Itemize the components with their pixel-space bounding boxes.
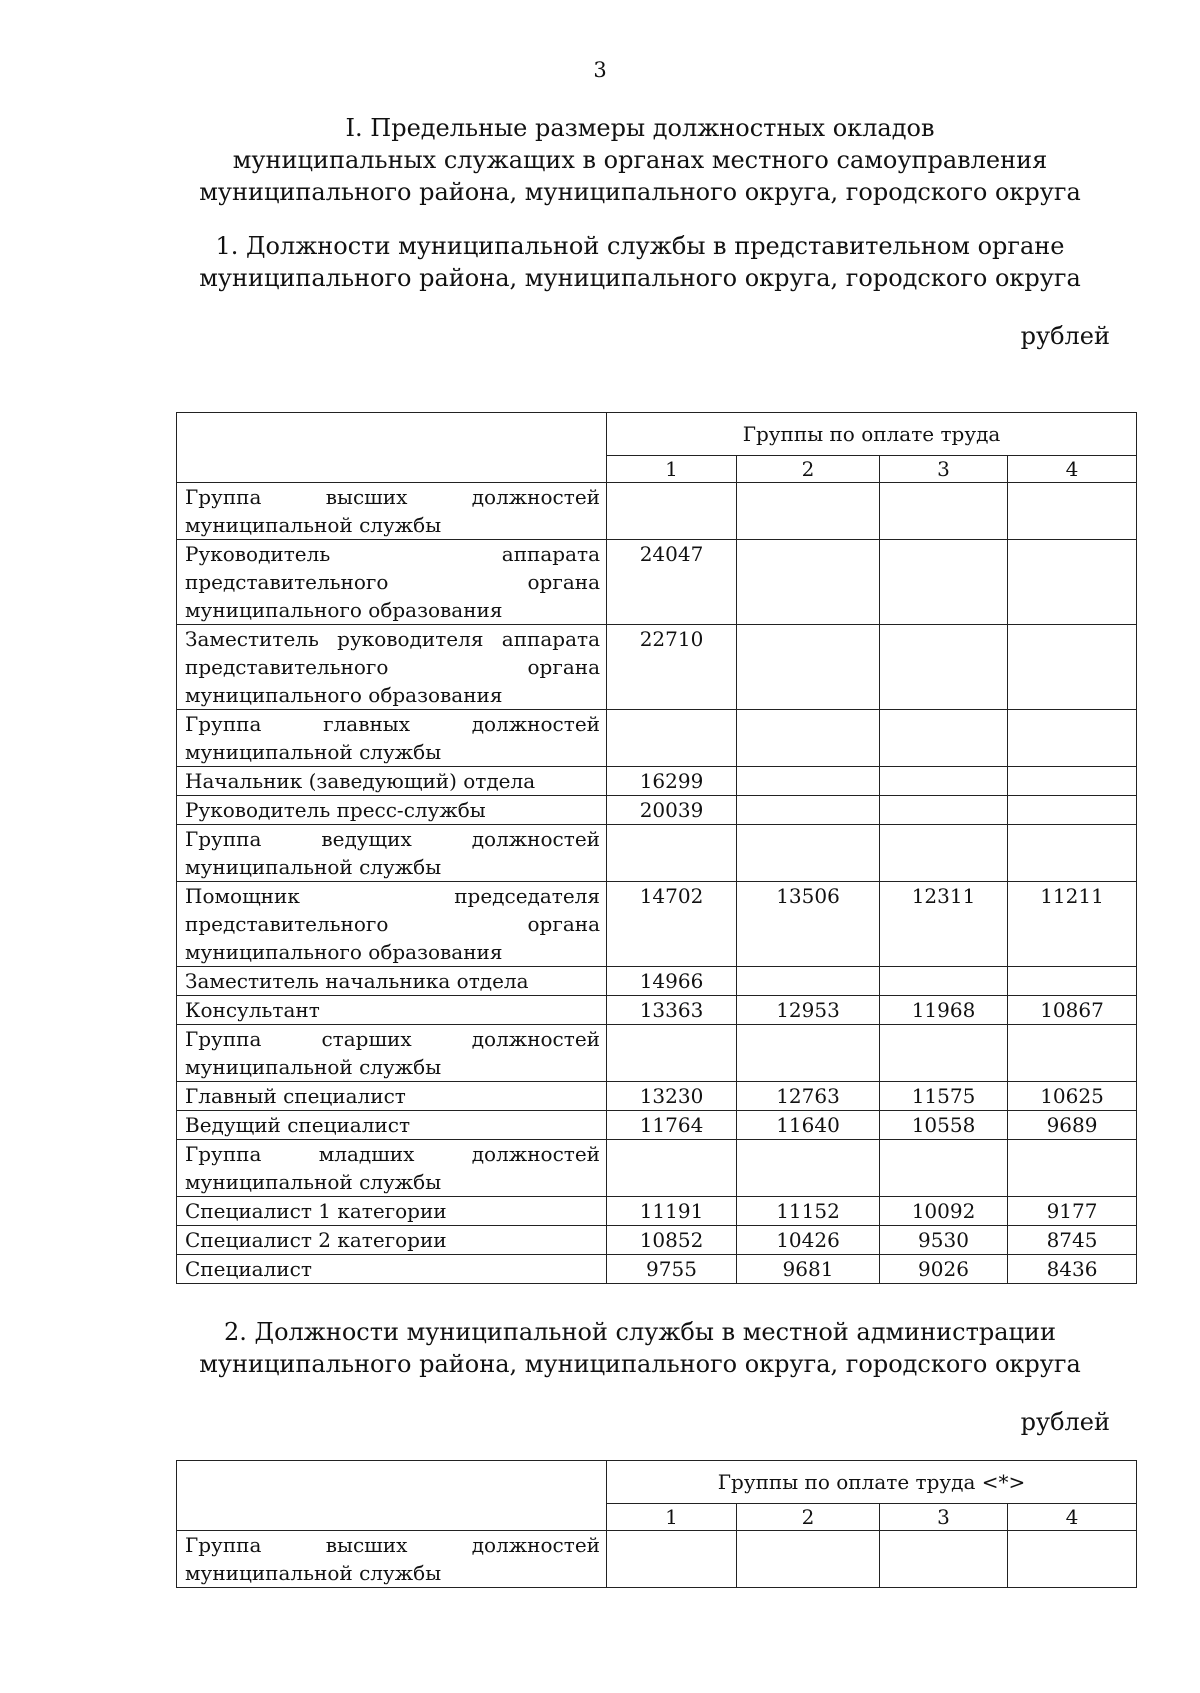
table-row bbox=[177, 767, 1137, 796]
salary-value-cell bbox=[880, 967, 1008, 996]
position-name-cell: Группа ведущих должностей муниципальной службы bbox=[177, 825, 607, 882]
salary-value-cell: 14966 bbox=[607, 967, 737, 996]
salary-value-cell bbox=[607, 710, 737, 767]
salary-value-cell bbox=[737, 825, 880, 882]
section-title-line: I. Предельные размеры должностных окладов bbox=[345, 114, 935, 142]
salary-value-cell bbox=[1008, 1140, 1137, 1197]
salary-value-cell bbox=[737, 710, 880, 767]
position-name-cell: Специалист 1 категории bbox=[177, 1197, 607, 1226]
pay-group-column-header: 2 bbox=[737, 1504, 880, 1531]
salary-value-cell bbox=[880, 1140, 1008, 1197]
salary-value-cell: 9177 bbox=[1008, 1197, 1137, 1226]
salary-value-cell bbox=[880, 710, 1008, 767]
salary-value-cell bbox=[1008, 967, 1137, 996]
position-name-cell: Специалист bbox=[177, 1255, 607, 1284]
salary-value-cell: 11764 bbox=[607, 1111, 737, 1140]
position-name-cell: Начальник (заведующий) отдела bbox=[177, 767, 607, 796]
position-name-cell: Заместитель руководителя аппарата представительного органа муниципального образования bbox=[177, 625, 607, 710]
table-row bbox=[177, 710, 1137, 767]
table-row bbox=[177, 882, 1137, 967]
salary-value-cell bbox=[737, 967, 880, 996]
table-row bbox=[177, 625, 1137, 710]
page-number: 3 bbox=[593, 58, 607, 82]
salary-value-cell: 10852 bbox=[607, 1226, 737, 1255]
salary-value-cell bbox=[737, 1531, 880, 1588]
salary-value-cell: 20039 bbox=[607, 796, 737, 825]
salary-value-cell: 13506 bbox=[737, 882, 880, 967]
subsection-1-title bbox=[160, 230, 1120, 294]
salary-value-cell bbox=[1008, 796, 1137, 825]
pay-groups-header: Группы по оплате труда bbox=[607, 413, 1137, 456]
subsection-title-line: муниципального района, муниципального округа, городского округа bbox=[199, 1350, 1081, 1378]
salary-value-cell bbox=[737, 767, 880, 796]
salary-value-cell bbox=[1008, 767, 1137, 796]
subsection-title-line: муниципального района, муниципального округа, городского округа bbox=[199, 264, 1081, 292]
table-row bbox=[177, 1082, 1137, 1111]
table-row bbox=[177, 825, 1137, 882]
pay-groups-header: Группы по оплате труда <*> bbox=[607, 1461, 1137, 1504]
salary-value-cell bbox=[737, 625, 880, 710]
position-name-cell: Группа главных должностей муниципальной службы bbox=[177, 710, 607, 767]
salary-value-cell bbox=[880, 540, 1008, 625]
salary-value-cell: 9530 bbox=[880, 1226, 1008, 1255]
salary-value-cell bbox=[880, 625, 1008, 710]
pay-group-column-header: 3 bbox=[880, 1504, 1008, 1531]
salary-value-cell: 22710 bbox=[607, 625, 737, 710]
salary-value-cell: 10625 bbox=[1008, 1082, 1137, 1111]
salary-value-cell: 11968 bbox=[880, 996, 1008, 1025]
salary-value-cell: 9689 bbox=[1008, 1111, 1137, 1140]
pay-group-column-header: 2 bbox=[737, 456, 880, 483]
salary-value-cell: 11211 bbox=[1008, 882, 1137, 967]
section-title-line: муниципального района, муниципального округа, городского округа bbox=[199, 178, 1081, 206]
salary-value-cell bbox=[607, 483, 737, 540]
salary-value-cell: 11191 bbox=[607, 1197, 737, 1226]
salary-value-cell bbox=[737, 1025, 880, 1082]
table-row bbox=[177, 1111, 1137, 1140]
salary-value-cell bbox=[1008, 710, 1137, 767]
salary-value-cell: 8436 bbox=[1008, 1255, 1137, 1284]
table-row bbox=[177, 1025, 1137, 1082]
salary-value-cell: 16299 bbox=[607, 767, 737, 796]
position-name-cell: Заместитель начальника отдела bbox=[177, 967, 607, 996]
salary-value-cell: 13363 bbox=[607, 996, 737, 1025]
salary-value-cell: 11575 bbox=[880, 1082, 1008, 1111]
salary-value-cell: 10426 bbox=[737, 1226, 880, 1255]
salary-value-cell: 9681 bbox=[737, 1255, 880, 1284]
position-name-cell: Группа младших должностей муниципальной службы bbox=[177, 1140, 607, 1197]
salary-value-cell bbox=[737, 796, 880, 825]
salary-value-cell bbox=[1008, 483, 1137, 540]
salary-value-cell bbox=[607, 1531, 737, 1588]
salary-value-cell bbox=[607, 1140, 737, 1197]
salary-value-cell: 14702 bbox=[607, 882, 737, 967]
salary-table-local-administration bbox=[176, 1460, 1137, 1588]
table-row bbox=[177, 483, 1137, 540]
salary-value-cell: 11640 bbox=[737, 1111, 880, 1140]
table-row bbox=[177, 796, 1137, 825]
table-row bbox=[177, 1255, 1137, 1284]
salary-value-cell bbox=[1008, 1531, 1137, 1588]
section-title bbox=[160, 112, 1120, 208]
pay-group-column-header: 4 bbox=[1008, 1504, 1137, 1531]
table-row bbox=[177, 1197, 1137, 1226]
salary-value-cell bbox=[880, 1531, 1008, 1588]
table-row bbox=[177, 1226, 1137, 1255]
salary-value-cell bbox=[1008, 625, 1137, 710]
salary-value-cell bbox=[1008, 1025, 1137, 1082]
position-name-cell: Специалист 2 категории bbox=[177, 1226, 607, 1255]
position-name-cell: Помощник председателя представительного органа муниципального образования bbox=[177, 882, 607, 967]
salary-value-cell: 12763 bbox=[737, 1082, 880, 1111]
position-name-cell: Группа высших должностей муниципальной службы bbox=[177, 483, 607, 540]
subsection-title-line: 2. Должности муниципальной службы в местной администрации bbox=[224, 1318, 1056, 1346]
position-name-cell: Главный специалист bbox=[177, 1082, 607, 1111]
salary-value-cell: 12953 bbox=[737, 996, 880, 1025]
position-name-cell: Ведущий специалист bbox=[177, 1111, 607, 1140]
salary-value-cell: 9755 bbox=[607, 1255, 737, 1284]
salary-value-cell: 12311 bbox=[880, 882, 1008, 967]
salary-value-cell: 10092 bbox=[880, 1197, 1008, 1226]
salary-value-cell: 10558 bbox=[880, 1111, 1008, 1140]
salary-value-cell bbox=[737, 483, 880, 540]
salary-value-cell: 10867 bbox=[1008, 996, 1137, 1025]
salary-value-cell: 8745 bbox=[1008, 1226, 1137, 1255]
salary-value-cell bbox=[880, 483, 1008, 540]
position-name-cell: Руководитель пресс-службы bbox=[177, 796, 607, 825]
table-row bbox=[177, 1140, 1137, 1197]
pay-group-column-header: 3 bbox=[880, 456, 1008, 483]
table-corner-cell bbox=[177, 413, 607, 483]
salary-value-cell: 13230 bbox=[607, 1082, 737, 1111]
salary-value-cell bbox=[607, 1025, 737, 1082]
salary-value-cell: 9026 bbox=[880, 1255, 1008, 1284]
table-row bbox=[177, 967, 1137, 996]
table-corner-cell bbox=[177, 1461, 607, 1531]
subsection-2-title bbox=[160, 1316, 1120, 1380]
table-row bbox=[177, 1531, 1137, 1588]
salary-value-cell bbox=[1008, 825, 1137, 882]
salary-value-cell bbox=[880, 1025, 1008, 1082]
salary-value-cell bbox=[880, 796, 1008, 825]
table-row bbox=[177, 996, 1137, 1025]
unit-label: рублей bbox=[1020, 322, 1110, 350]
position-name-cell: Группа старших должностей муниципальной службы bbox=[177, 1025, 607, 1082]
position-name-cell: Консультант bbox=[177, 996, 607, 1025]
salary-value-cell bbox=[880, 767, 1008, 796]
pay-group-column-header: 1 bbox=[607, 1504, 737, 1531]
position-name-cell: Руководитель аппарата представительного органа муниципального образования bbox=[177, 540, 607, 625]
salary-value-cell bbox=[880, 825, 1008, 882]
salary-value-cell bbox=[737, 540, 880, 625]
salary-value-cell bbox=[1008, 540, 1137, 625]
pay-group-column-header: 1 bbox=[607, 456, 737, 483]
salary-value-cell: 24047 bbox=[607, 540, 737, 625]
salary-value-cell bbox=[607, 825, 737, 882]
pay-group-column-header: 4 bbox=[1008, 456, 1137, 483]
unit-label-2: рублей bbox=[1020, 1408, 1110, 1436]
position-name-cell: Группа высших должностей муниципальной службы bbox=[177, 1531, 607, 1588]
table-row bbox=[177, 540, 1137, 625]
salary-value-cell: 11152 bbox=[737, 1197, 880, 1226]
salary-value-cell bbox=[737, 1140, 880, 1197]
subsection-title-line: 1. Должности муниципальной службы в представительном органе bbox=[215, 232, 1065, 260]
salary-table-representative-body bbox=[176, 412, 1137, 1284]
section-title-line: муниципальных служащих в органах местного самоуправления bbox=[232, 146, 1048, 174]
